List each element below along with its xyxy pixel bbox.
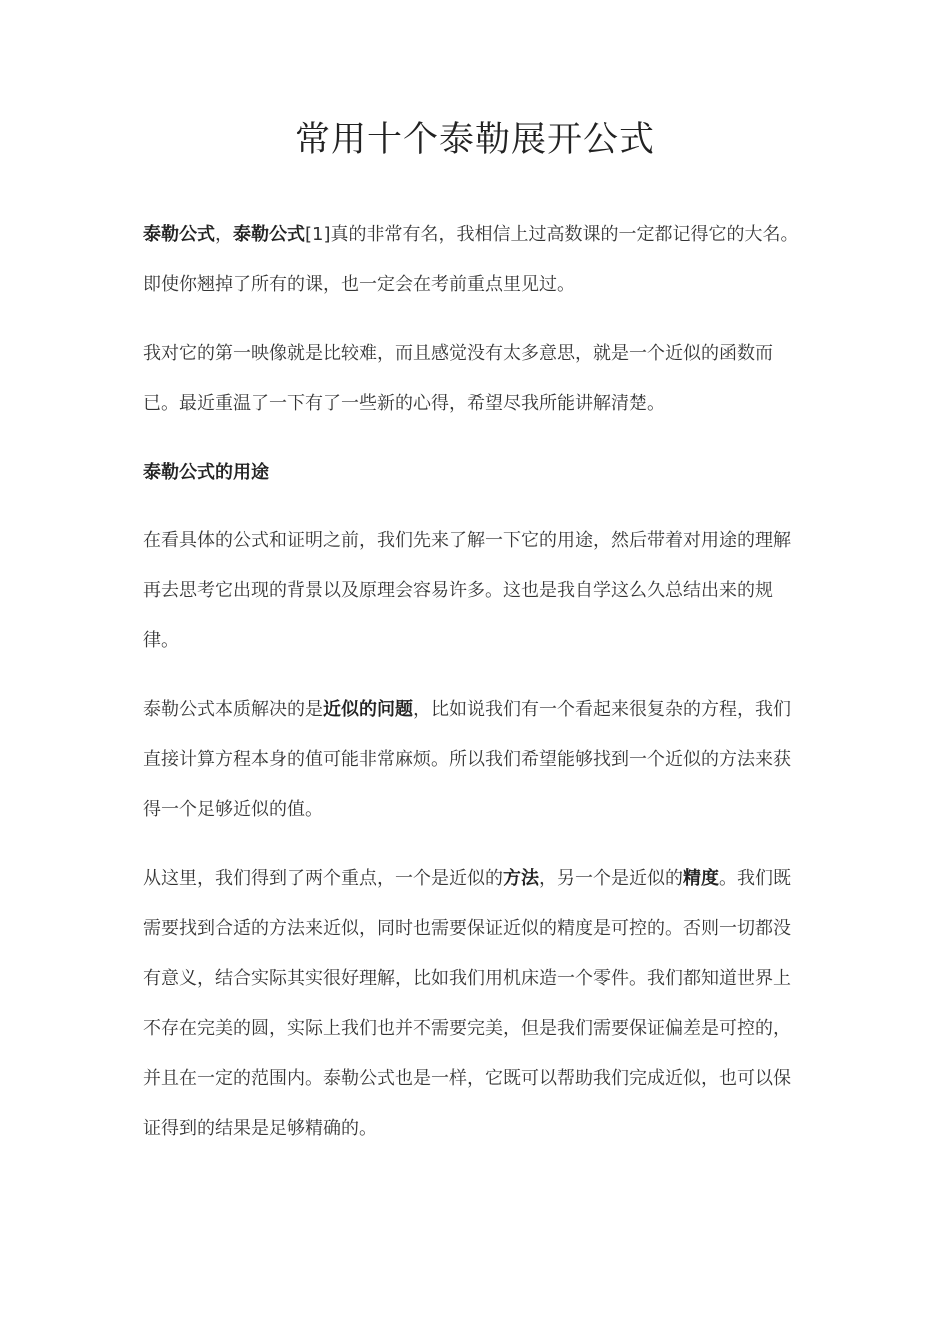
paragraph-text: 泰勒公式本质解决的是 bbox=[143, 699, 323, 720]
paragraph-text: 从这里，我们得到了两个重点，一个是近似的 bbox=[143, 868, 503, 889]
paragraph-text: ，另一个是近似的 bbox=[539, 868, 683, 889]
bold-term: 近似的问题 bbox=[323, 699, 413, 720]
bold-term: 泰勒公式 bbox=[143, 224, 215, 245]
bold-term: 精度 bbox=[683, 868, 719, 889]
paragraph-purpose: 在看具体的公式和证明之前，我们先来了解一下它的用途，然后带着对用途的理解再去思考它出现的背景以及原理会容易许多。这也是我自学这么久总结出来的规律。 bbox=[143, 530, 791, 651]
section-heading: 泰勒公式的用途 bbox=[143, 462, 269, 483]
document-title: 常用十个泰勒展开公式 bbox=[294, 120, 655, 160]
separator-text: ， bbox=[215, 224, 233, 245]
bold-term-link: 泰勒公式 bbox=[233, 224, 305, 245]
document-body bbox=[143, 210, 807, 1173]
paragraph-intro bbox=[143, 210, 807, 310]
paragraph-text: [1]真的非常有名，我相信上过高数课的一定都记得它的大名。即使你翘掉了所有的课，也一定会在考前重点里见过。 bbox=[143, 224, 799, 295]
paragraph-text: 。我们既需要找到合适的方法来近似，同时也需要保证近似的精度是可控的。否则一切都没有意义，结合实际其实很好理解，比如我们用机床造一个零件。我们都知道世界上不存在完美的圆，实际上我们也并不需要完美，但是我们需要保证偏差是可控的，并且在一定的范围内。泰勒公式也是一样，它既可以帮助我们完成近似，也可以保证得到的结果是足够精确的。 bbox=[143, 868, 791, 1139]
paragraph-approximation bbox=[143, 685, 807, 835]
paragraph-text: ，比如说我们有一个看起来很复杂的方程，我们直接计算方程本身的值可能非常麻烦。所以我们希望能够找到一个近似的方法来获得一个足够近似的值。 bbox=[143, 699, 791, 820]
paragraph-impression: 我对它的第一映像就是比较难，而且感觉没有太多意思，就是一个近似的函数而已。最近重温了一下有了一些新的心得，希望尽我所能讲解清楚。 bbox=[143, 343, 773, 414]
paragraph-method-precision bbox=[143, 854, 807, 1154]
bold-term: 方法 bbox=[503, 868, 539, 889]
